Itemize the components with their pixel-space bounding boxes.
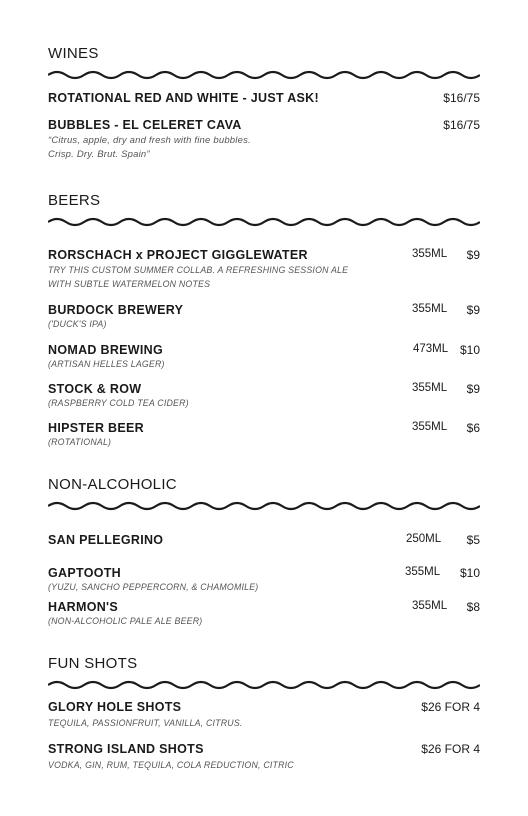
shot-item (48, 700, 480, 730)
wine-item (48, 118, 480, 162)
item-price: $10 (459, 566, 480, 580)
beer-item (48, 303, 480, 331)
beers-heading: BEERS (48, 192, 101, 209)
item-description: WITH SUBTLE WATERMELON NOTES (48, 279, 211, 289)
non-alcoholic-item (48, 566, 480, 594)
item-size: 250ML (406, 533, 442, 545)
item-price: $9 (466, 248, 480, 262)
item-name: NOMAD BREWING (48, 343, 164, 357)
fun-shots-heading: FUN SHOTS (48, 655, 138, 672)
item-size: 355ML (412, 382, 448, 394)
item-price: $16/75 (443, 118, 480, 132)
item-price: $26 FOR 4 (421, 742, 480, 756)
wine-item (48, 91, 480, 105)
item-description: ('DUCK'S IPA) (48, 319, 107, 329)
item-size: 355ML (412, 600, 448, 612)
item-name: GAPTOOTH (48, 566, 122, 580)
item-name: RORSCHACH x PROJECT GIGGLEWATER (48, 248, 308, 262)
item-price: $9 (466, 382, 480, 396)
item-description: “Citrus, apple, dry and fresh with fine bubbles. (48, 135, 251, 146)
item-description: TEQUILA, PASSIONFRUIT, VANILLA, CITRUS. (48, 718, 243, 728)
wavy-divider (48, 500, 480, 512)
item-name: BURDOCK BREWERY (48, 303, 184, 317)
wavy-divider (48, 69, 480, 81)
item-description: (NON-ALCOHOLIC PALE ALE BEER) (48, 616, 203, 626)
item-price: $26 FOR 4 (421, 700, 480, 714)
item-description: TRY THIS CUSTOM SUMMER COLLAB. A REFRESHING SESSION ALE (48, 265, 349, 275)
item-price: $16/75 (443, 91, 480, 105)
beer-item (48, 382, 480, 410)
item-description: (RASPBERRY COLD TEA CIDER) (48, 398, 189, 408)
wavy-divider (48, 679, 480, 691)
non-alcoholic-item (48, 533, 480, 547)
item-description: VODKA, GIN, RUM, TEQUILA, COLA REDUCTION, CITRIC (48, 760, 294, 770)
item-price: $5 (466, 533, 480, 547)
beer-item (48, 248, 480, 291)
shot-item (48, 742, 480, 772)
item-name: ROTATIONAL RED AND WHITE - JUST ASK! (48, 91, 319, 105)
item-size: 355ML (412, 248, 448, 260)
item-name: HIPSTER BEER (48, 421, 144, 435)
item-size: 473ML (413, 343, 449, 355)
wines-heading: WINES (48, 45, 99, 62)
item-description: Crisp. Dry. Brut. Spain” (48, 149, 150, 160)
item-name: BUBBLES - EL CELERET CAVA (48, 118, 242, 132)
item-description: (YUZU, SANCHO PEPPERCORN, & CHAMOMILE) (48, 582, 259, 592)
item-name: STRONG ISLAND SHOTS (48, 742, 204, 756)
item-price: $9 (466, 303, 480, 317)
item-size: 355ML (412, 303, 448, 315)
item-name: HARMON'S (48, 600, 118, 614)
item-price: $10 (459, 343, 480, 357)
item-name: SAN PELLEGRINO (48, 533, 164, 547)
item-description: (ROTATIONAL) (48, 437, 112, 447)
beer-item (48, 343, 480, 371)
beer-item (48, 421, 480, 449)
item-name: STOCK & ROW (48, 382, 142, 396)
item-size: 355ML (405, 566, 441, 578)
item-name: GLORY HOLE SHOTS (48, 700, 182, 714)
non-alcoholic-item (48, 600, 480, 628)
wavy-divider (48, 216, 480, 228)
item-size: 355ML (412, 421, 448, 433)
item-price: $6 (466, 421, 480, 435)
item-price: $8 (466, 600, 480, 614)
non-alcoholic-heading: NON-ALCOHOLIC (48, 476, 177, 493)
item-description: (ARTISAN HELLES LAGER) (48, 359, 165, 369)
